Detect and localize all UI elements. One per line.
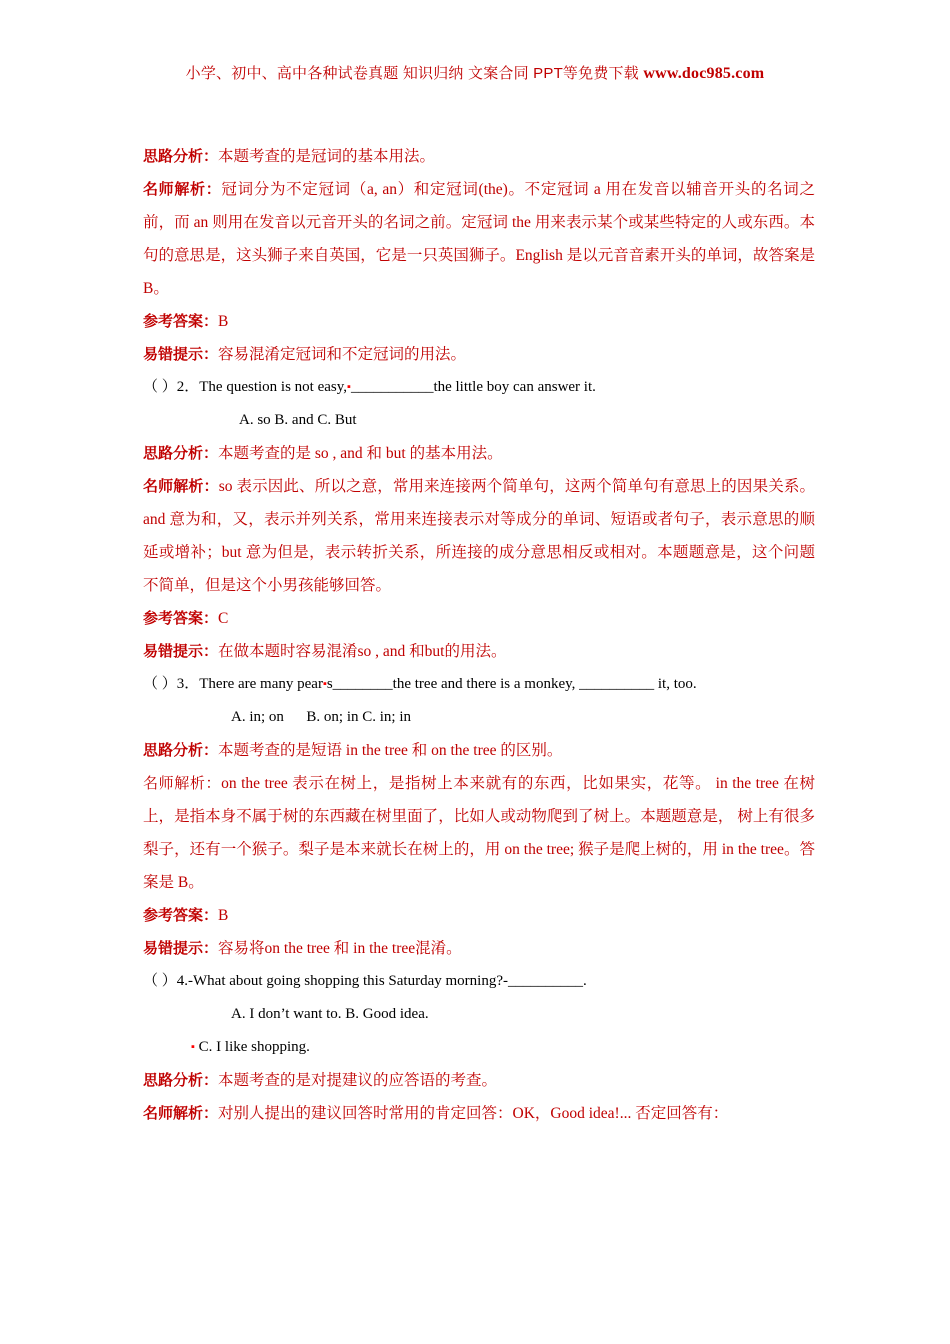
- header-promo-banner: [0, 62, 950, 83]
- q3-answer-value: B: [218, 907, 229, 925]
- analysis-label: 思路分析：: [143, 445, 219, 463]
- document-content: [143, 140, 815, 1130]
- q3-warning-text: 容易将on the tree 和 in the tree混淆。: [218, 940, 462, 958]
- q1-teacher-text: 冠词分为不定冠词（a, an）和定冠词(the)。不定冠词 a 用在发音以辅音开头的名词之前，而 an 则用在发音以元音开头的名词之前。定冠词 the 用来表示某个或某些特定的人或东西。本句的意思是，这头狮子来自英国，它是一只英国狮子。English 是以元音音素开头的单词，故答案是 B。: [143, 181, 815, 297]
- teacher-label: 名师解析：: [143, 775, 222, 793]
- q4-analysis-line: [143, 1064, 815, 1097]
- q4-number: （ ）4.: [143, 973, 189, 990]
- inline-red-mark-icon: ▪: [322, 678, 327, 691]
- q2-answer-line: [143, 602, 815, 635]
- q2-stem-line: [143, 371, 815, 404]
- q2-teacher-line: [143, 470, 815, 602]
- q1-answer-line: [143, 305, 815, 338]
- q1-warning-line: [143, 338, 815, 371]
- q1-analysis-text: 本题考查的是冠词的基本用法。: [218, 148, 436, 165]
- q3-options-text: A. in; on B. on; in C. in; in: [231, 709, 412, 726]
- q4-teacher-text: 对别人提出的建议回答时常用的肯定回答：OK，Good idea!... 否定回答有：: [218, 1105, 729, 1123]
- analysis-label: 思路分析：: [143, 1072, 219, 1090]
- answer-label: 参考答案：: [143, 907, 219, 925]
- warning-label: 易错提示：: [143, 940, 219, 958]
- q2-answer-value: C: [218, 610, 229, 628]
- q3-stem-part1: There are many pear: [199, 676, 323, 693]
- q3-teacher-line: [143, 767, 815, 899]
- q4-options-line2-text: C. I like shopping.: [198, 1039, 310, 1056]
- q1-teacher-line: [143, 173, 815, 305]
- q2-warning-text: 在做本题时容易混淆so , and 和but的用法。: [218, 643, 507, 661]
- q2-number: （ ）2．: [143, 379, 200, 395]
- warning-label: 易错提示：: [143, 643, 219, 661]
- q3-analysis-text: 本题考查的是短语 in the tree 和 on the tree 的区别。: [218, 742, 563, 760]
- q3-answer-line: [143, 899, 815, 932]
- q3-teacher-text: on the tree 表示在树上，是指树上本来就有的东西，比如果实，花等。 in the tree 在树上，是指本身不属于树的东西藏在树里面了，比如人或动物爬到了树上。本题题意是， 树上有很多梨子，还有一个猴子。梨子是本来就长在树上的，用 on the tree; 猴子是爬上树的，用 in the tree。答案是 B。: [143, 775, 815, 892]
- q4-options-line2: [143, 1031, 815, 1064]
- header-promo-text: 小学、初中、高中各种试卷真题 知识归纳 文案合同 PPT等免费下载: [185, 65, 639, 82]
- inline-red-mark-icon: ▪: [347, 381, 351, 394]
- q3-options: [143, 701, 815, 734]
- q2-options: A. so B. and C. But: [239, 412, 357, 429]
- q4-teacher-line: [143, 1097, 815, 1130]
- inline-red-mark-icon: ▪: [191, 1041, 195, 1054]
- q2-stem-part1: The question is not easy,: [199, 379, 348, 395]
- teacher-label: 名师解析：: [143, 1105, 219, 1123]
- teacher-label: 名师解析：: [143, 478, 219, 496]
- teacher-label: 名师解析：: [143, 181, 222, 198]
- header-promo-url: www.doc985.com: [643, 65, 765, 82]
- analysis-label: 思路分析：: [143, 742, 219, 760]
- q4-stem-line: [143, 965, 815, 998]
- q3-stem-part2: s________the tree and there is a monkey, __________ it, too.: [326, 676, 697, 693]
- q1-warning-text: 容易混淆定冠词和不定冠词的用法。: [218, 346, 467, 363]
- q3-analysis-line: [143, 734, 815, 767]
- warning-label: 易错提示：: [143, 346, 219, 363]
- q2-teacher-text: so 表示因此、所以之意，常用来连接两个简单句，这两个简单句有意思上的因果关系。and 意为和，又，表示并列关系，常用来连接表示对等成分的单词、短语或者句子，表示意思的顺延或增补；but 意为但是，表示转折关系，所连接的成分意思相反或相对。本题题意是，这个问题不简单，但是这个小男孩能够回答。: [143, 478, 815, 595]
- q3-stem-line: [143, 668, 815, 701]
- q4-options-line1: A. I don’t want to. B. Good idea.: [231, 1006, 429, 1023]
- analysis-label: 思路分析：: [143, 148, 219, 165]
- q4-analysis-text: 本题考查的是对提建议的应答语的考查。: [218, 1072, 498, 1090]
- q2-analysis-text: 本题考查的是 so , and 和 but 的基本用法。: [218, 445, 503, 463]
- q2-stem-part2: ___________the little boy can answer it.: [350, 379, 596, 395]
- q3-warning-line: [143, 932, 815, 965]
- q4-stem: -What about going shopping this Saturday morning?-__________.: [188, 973, 587, 990]
- q1-answer-value: B: [218, 313, 229, 330]
- q2-warning-line: [143, 635, 815, 668]
- q2-analysis-line: [143, 437, 815, 470]
- answer-label: 参考答案：: [143, 610, 219, 628]
- q1-analysis-line: [143, 140, 815, 173]
- q3-number: （ ）3．: [143, 676, 200, 693]
- answer-label: 参考答案：: [143, 313, 219, 330]
